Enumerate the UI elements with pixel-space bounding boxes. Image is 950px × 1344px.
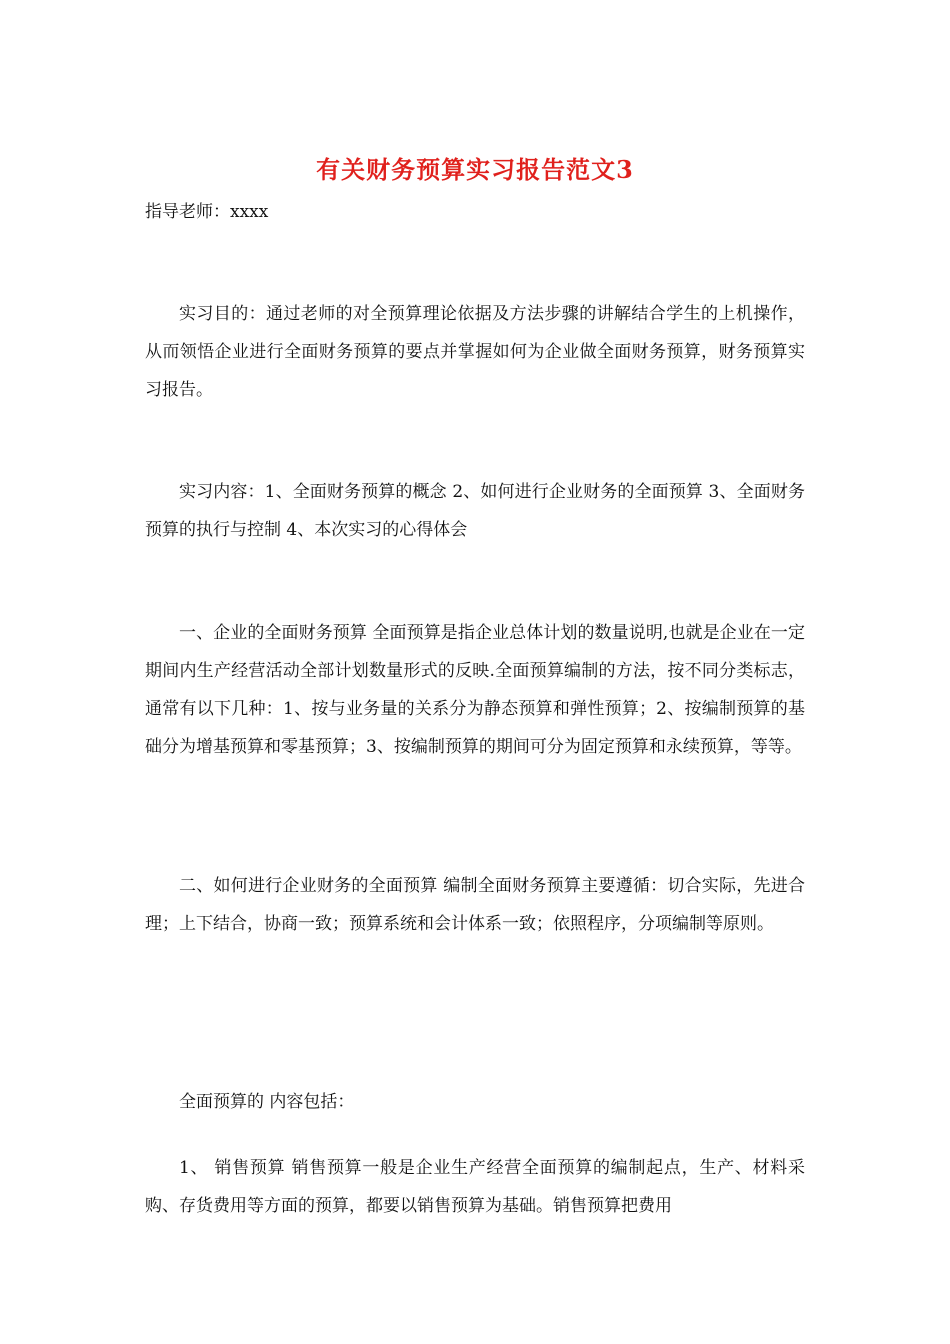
paragraph-section-one: 一、企业的全面财务预算 全面预算是指企业总体计划的数量说明,也就是企业在一定期间内生产经营活动全部计划数量形式的反映.全面预算编制的方法，按不同分类标志，通常有以下几种：1、按与业务量的关系分为静态预算和弹性预算；2、按编制预算的基础分为增基预算和零基预算；3、按编制预算的期间可分为固定预算和永续预算，等等。 xyxy=(145,623,805,757)
teacher-line: 指导老师：xxxx xyxy=(145,202,269,222)
paragraph-sales-budget: 1、 销售预算 销售预算一般是企业生产经营全面预算的编制起点，生产、材料采购、存货费用等方面的预算，都要以销售预算为基础。销售预算把费用 xyxy=(145,1158,805,1216)
document-title: 有关财务预算实习报告范文3 xyxy=(316,155,634,184)
paragraph-section-two: 二、如何进行企业财务的全面预算 编制全面财务预算主要遵循：切合实际，先进合理；上下结合，协商一致；预算系统和会计体系一致；依照程序，分项编制等原则。 xyxy=(145,876,805,934)
paragraph-content: 实习内容：1、全面财务预算的概念 2、如何进行企业财务的全面预算 3、全面财务预算的执行与控制 4、本次实习的心得体会 xyxy=(145,482,805,540)
paragraph-purpose: 实习目的：通过老师的对全预算理论依据及方法步骤的讲解结合学生的上机操作，从而领悟企业进行全面财务预算的要点并掌握如何为企业做全面财务预算，财务预算实习报告。 xyxy=(145,304,805,400)
paragraph-budget-contents: 全面预算的 内容包括： xyxy=(179,1092,355,1112)
